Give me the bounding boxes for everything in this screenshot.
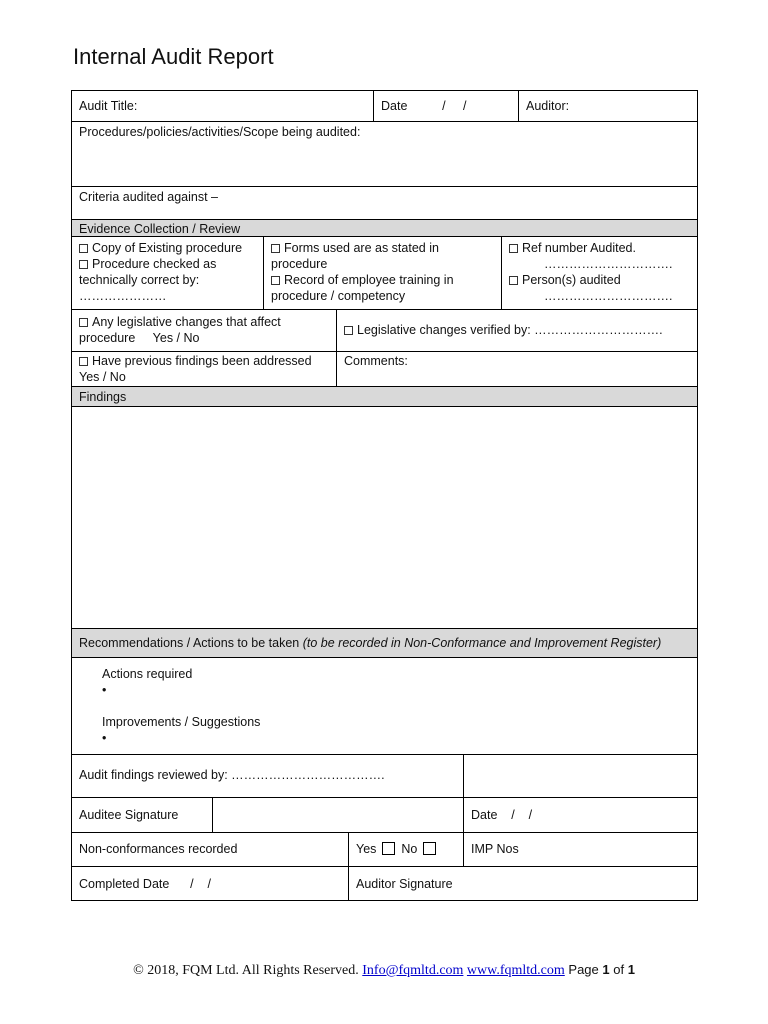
evidence-dots: …………………………. <box>544 289 673 303</box>
header-row <box>72 91 697 122</box>
checkbox-icon[interactable] <box>271 244 280 253</box>
checkbox-icon[interactable] <box>79 357 88 366</box>
website-link[interactable]: www.fqmltd.com <box>466 963 565 978</box>
actions-required-label: Actions required <box>102 667 193 681</box>
evidence-item[interactable]: Forms used are as stated in procedure <box>271 241 439 271</box>
yes-no[interactable]: Yes / No <box>79 370 126 384</box>
page-title: Internal Audit Report <box>73 44 274 69</box>
auditee-signature-label: Auditee Signature <box>72 798 213 832</box>
recommendations-header: Recommendations / Actions to be taken (to be recorded in Non-Conformance and Improvement Register) <box>72 629 697 657</box>
date-field-2[interactable]: Date / / <box>471 808 533 822</box>
audit-form <box>71 90 698 901</box>
evidence-item[interactable]: Person(s) audited <box>509 272 690 288</box>
findings-header: Findings <box>72 387 697 406</box>
checkbox-icon[interactable] <box>509 276 518 285</box>
criteria-field[interactable]: Criteria audited against – <box>79 190 218 204</box>
nonconf-options: Yes No <box>349 833 464 866</box>
footer <box>0 962 768 979</box>
evidence-dots: ………………… <box>79 289 167 303</box>
scope-field[interactable]: Procedures/policies/activities/Scope being audited: <box>79 125 361 139</box>
legislative-changes[interactable]: Any legislative changes that affect procedure Yes / No <box>72 310 337 351</box>
nonconf-label: Non-conformances recorded <box>72 833 349 866</box>
improvements-label: Improvements / Suggestions <box>102 715 261 729</box>
evidence-dots: …………………………. <box>544 257 673 271</box>
yes-checkbox[interactable] <box>382 842 395 855</box>
evidence-col-3 <box>502 237 697 309</box>
completed-date-field[interactable]: Completed Date / / <box>72 867 349 900</box>
legislative-verified[interactable]: Legislative changes verified by: …………………………. <box>337 310 697 351</box>
yes-no[interactable]: Yes / No <box>152 331 200 345</box>
auditor-field[interactable]: Auditor: <box>526 99 570 113</box>
checkbox-icon[interactable] <box>271 276 280 285</box>
evidence-item[interactable]: Copy of Existing procedure <box>79 240 256 256</box>
evidence-item[interactable]: Ref number Audited. <box>509 240 690 256</box>
email-link[interactable]: Info@fqmltd.com <box>362 963 464 978</box>
findings-area[interactable] <box>72 407 697 628</box>
audit-title-field[interactable]: Audit Title: <box>72 91 374 121</box>
page-label: Page 1 of 1 <box>564 962 635 977</box>
checkbox-icon[interactable] <box>79 244 88 253</box>
checkbox-icon[interactable] <box>79 318 88 327</box>
no-checkbox[interactable] <box>423 842 436 855</box>
evidence-header: Evidence Collection / Review <box>72 220 697 236</box>
reviewed-blank[interactable] <box>464 755 697 797</box>
evidence-item[interactable]: Procedure checked as technically correct by: <box>79 257 217 287</box>
actions-area[interactable] <box>72 658 697 754</box>
bullet-icon: • <box>102 731 107 745</box>
auditor-signature-field[interactable]: Auditor Signature <box>356 877 453 891</box>
bullet-icon: • <box>102 683 107 697</box>
reviewed-field[interactable]: Audit findings reviewed by: ………………………………. <box>72 755 464 797</box>
previous-findings[interactable]: Have previous findings been addressed Yes / No <box>72 352 337 386</box>
imp-nos-field[interactable]: IMP Nos <box>471 842 519 856</box>
evidence-col-2 <box>264 237 502 309</box>
copyright: © 2018, FQM Ltd. All Rights Reserved. <box>133 963 363 978</box>
comments-field[interactable]: Comments: <box>344 354 408 368</box>
evidence-item[interactable]: Record of employee training in procedure / competency <box>271 273 454 303</box>
date-field[interactable]: Date / / <box>374 91 519 121</box>
checkbox-icon[interactable] <box>509 244 518 253</box>
checkbox-icon[interactable] <box>79 260 88 269</box>
checkbox-icon[interactable] <box>344 326 353 335</box>
evidence-col-1 <box>72 237 264 309</box>
recommendations-note: (to be recorded in Non-Conformance and Improvement Register) <box>302 636 662 650</box>
auditee-signature-field[interactable] <box>213 798 464 832</box>
